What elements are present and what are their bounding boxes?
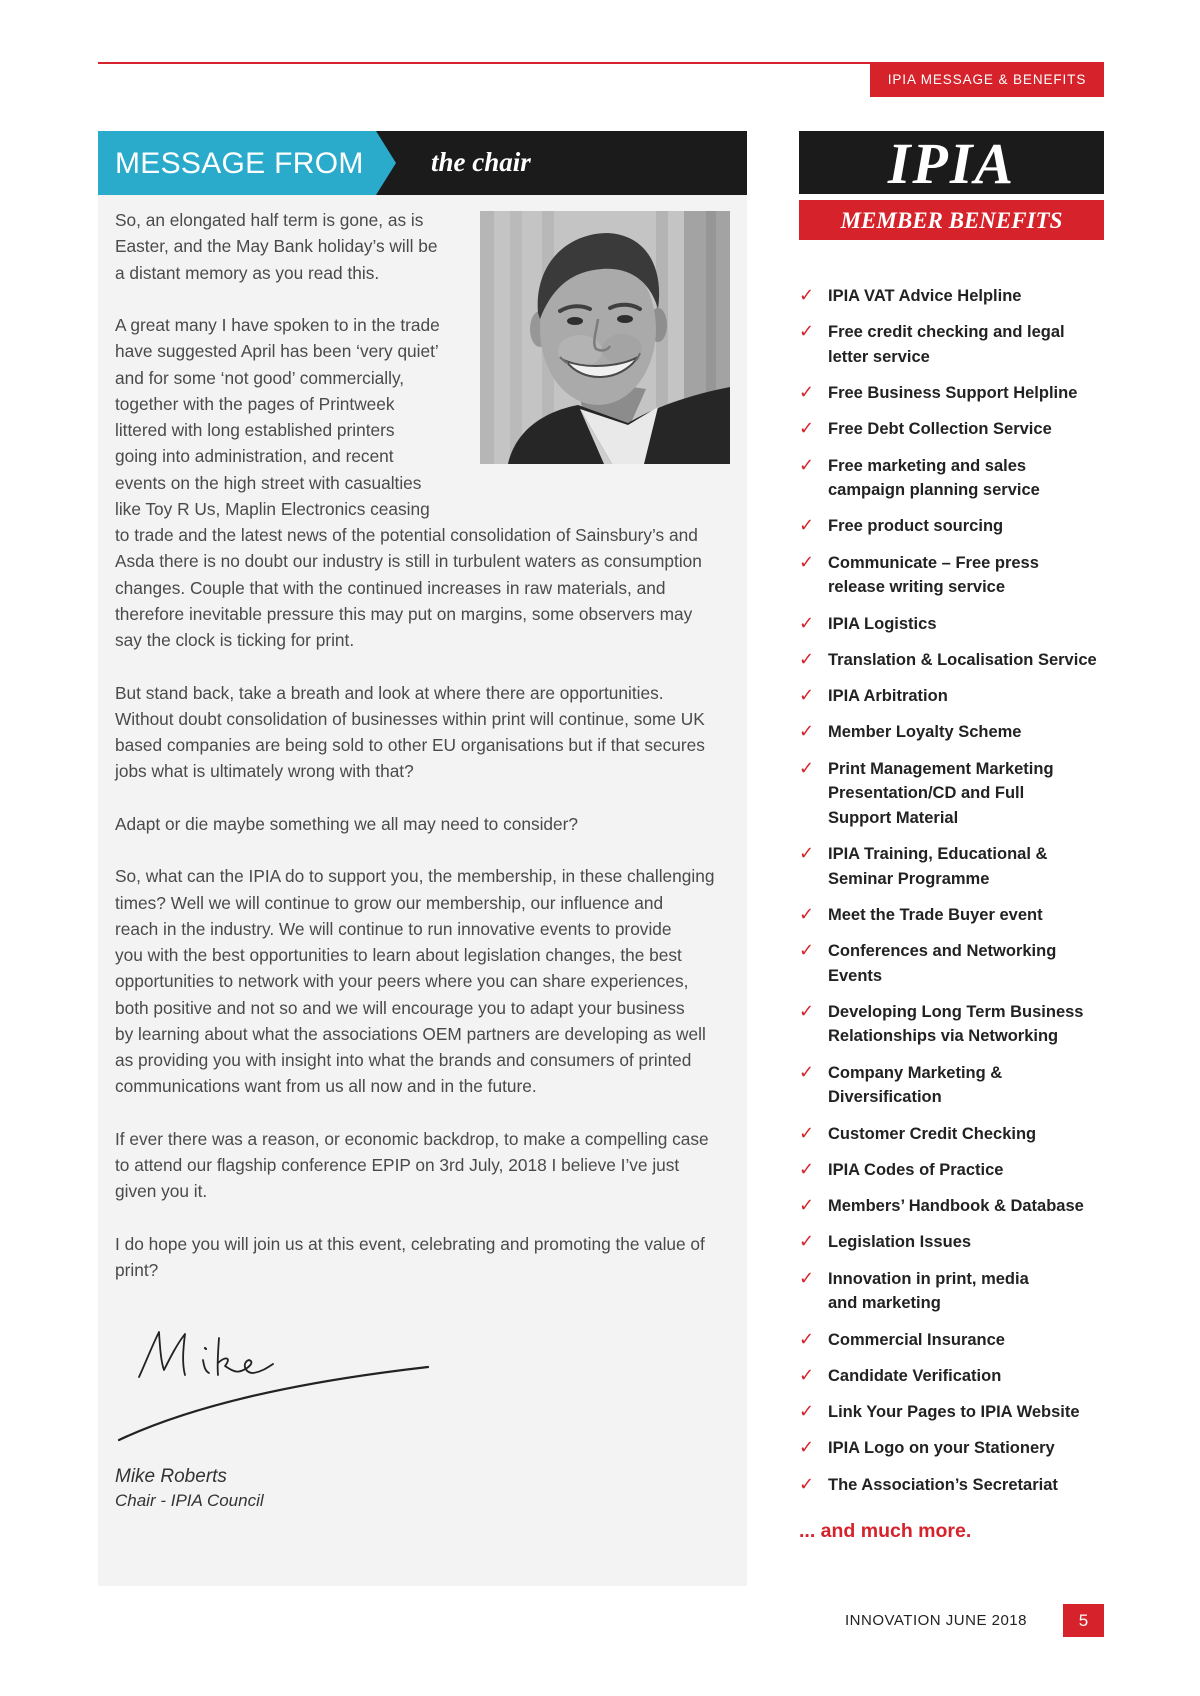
benefit-item xyxy=(799,757,1104,831)
paragraph xyxy=(115,680,740,785)
benefit-item xyxy=(799,284,1104,309)
benefit-item-label: IPIA Codes of Practice xyxy=(828,1160,1004,1179)
benefit-item xyxy=(799,684,1104,709)
check-icon: ✓ xyxy=(799,382,815,404)
benefit-item xyxy=(799,1267,1104,1316)
paragraph xyxy=(115,863,740,1099)
benefits-more: ... and much more. xyxy=(799,1520,972,1542)
text-line: therefore inevitable pressure this may put on margins, some observers may xyxy=(115,603,693,624)
check-icon: ✓ xyxy=(799,1061,815,1083)
check-icon: ✓ xyxy=(799,757,815,779)
text-line: based companies are being sold to other EU organisations but if that secures xyxy=(115,735,705,755)
benefit-item-label: Presentation/CD and Full xyxy=(828,784,1025,803)
check-icon: ✓ xyxy=(799,1158,815,1180)
benefit-item xyxy=(799,551,1104,600)
signature-image xyxy=(110,1320,440,1450)
check-icon: ✓ xyxy=(799,1122,815,1144)
benefit-item-label: Commercial Insurance xyxy=(828,1330,1005,1349)
benefit-item xyxy=(799,381,1104,406)
benefit-item xyxy=(799,648,1104,673)
text-line: like Toy R Us, Maplin Electronics ceasing xyxy=(115,498,430,519)
check-icon: ✓ xyxy=(799,515,815,537)
check-icon: ✓ xyxy=(799,940,815,962)
benefit-item-label: Print Management Marketing xyxy=(828,759,1054,778)
text-line: have suggested April has been ‘very quiet’ xyxy=(115,341,439,362)
benefit-item xyxy=(799,514,1104,539)
benefit-item xyxy=(799,1230,1104,1255)
text-line: to attend our flagship conference EPIP on 3rd July, 2018 I believe I’ve just xyxy=(115,1155,680,1175)
benefit-item-label: IPIA Arbitration xyxy=(828,687,948,706)
benefit-item-label: Translation & Localisation Service xyxy=(828,650,1097,669)
benefit-item-label: letter service xyxy=(828,347,930,366)
benefit-item xyxy=(799,1436,1104,1461)
benefit-item-label: campaign planning service xyxy=(828,481,1040,500)
benefit-item xyxy=(799,1000,1104,1049)
text-line: together with the pages of Printweek xyxy=(115,393,395,414)
text-line: print? xyxy=(115,1260,159,1280)
signatory-role: Chair - IPIA Council xyxy=(115,1491,264,1510)
benefit-item xyxy=(799,720,1104,745)
check-icon: ✓ xyxy=(799,685,815,707)
check-icon: ✓ xyxy=(799,1000,815,1022)
text-line: If ever there was a reason, or economic backdrop, to make a compelling case xyxy=(115,1128,709,1149)
check-icon: ✓ xyxy=(799,285,815,306)
text-line: say the clock is ticking for print. xyxy=(115,630,355,650)
benefit-item xyxy=(799,1364,1104,1389)
benefit-item-label: Innovation in print, media xyxy=(828,1269,1029,1288)
text-line: But stand back, take a breath and look at where there are opportunities. xyxy=(115,682,664,703)
chair-portrait-photo xyxy=(480,211,730,464)
text-line: changes. Couple that with the continued increases in raw materials, and xyxy=(115,577,666,598)
text-line: Without doubt consolidation of businesses within print will continue, some UK xyxy=(115,708,705,729)
benefits-list xyxy=(799,284,1104,1509)
text-line: by learning about what the associations OEM partners are developing as well xyxy=(115,1023,706,1044)
benefit-item xyxy=(799,1400,1104,1425)
check-icon: ✓ xyxy=(799,1473,815,1495)
benefit-item-label: IPIA Logo on your Stationery xyxy=(828,1439,1055,1458)
check-icon: ✓ xyxy=(799,612,815,634)
benefit-item-label: Candidate Verification xyxy=(828,1366,1002,1385)
benefit-item-label: Conferences and Networking xyxy=(828,942,1057,961)
paragraph xyxy=(115,811,740,837)
check-icon: ✓ xyxy=(799,1267,815,1289)
benefit-item xyxy=(799,417,1104,442)
text-line: and for some ‘not good’ commercially, xyxy=(115,367,405,388)
text-line: I do hope you will join us at this event, celebrating and promoting the value of xyxy=(115,1233,705,1254)
text-line: reach in the industry. We will continue to run innovative events to provide xyxy=(115,918,672,939)
benefit-item xyxy=(799,1122,1104,1147)
page-number: 5 xyxy=(1063,1604,1104,1637)
text-line: littered with long established printers xyxy=(115,420,395,440)
text-line: Easter, and the May Bank holiday’s will be xyxy=(115,236,438,257)
check-icon: ✓ xyxy=(799,1437,815,1459)
check-icon: ✓ xyxy=(799,551,815,573)
text-line: So, an elongated half term is gone, as is xyxy=(115,210,424,230)
benefit-item-label: Diversification xyxy=(828,1088,942,1107)
benefit-item xyxy=(799,1194,1104,1219)
benefit-item-label: Legislation Issues xyxy=(828,1233,972,1252)
check-icon: ✓ xyxy=(799,721,815,743)
check-icon: ✓ xyxy=(799,418,815,440)
text-line: given you it. xyxy=(115,1181,208,1202)
text-line: both positive and not so and we will encourage you to adapt your business xyxy=(115,997,685,1018)
benefit-item-label: and marketing xyxy=(828,1294,941,1313)
benefit-item xyxy=(799,1473,1104,1498)
benefits-title: IPIA xyxy=(799,131,1104,194)
benefit-item-label: Events xyxy=(828,966,883,985)
text-line: So, what can the IPIA do to support you, the membership, in these challenging xyxy=(115,866,715,887)
paragraph xyxy=(115,1231,740,1284)
benefit-item-label: Seminar Programme xyxy=(828,869,990,888)
check-icon: ✓ xyxy=(799,843,815,865)
benefit-item-label: The Association’s Secretariat xyxy=(828,1475,1058,1494)
text-line: A great many I have spoken to in the trade xyxy=(115,315,440,335)
text-line: Asda there is no doubt our industry is still in turbulent waters as consumption xyxy=(115,551,702,572)
check-icon: ✓ xyxy=(799,903,815,925)
text-line: you with the best opportunities to learn about legislation changes, the best xyxy=(115,945,682,965)
benefit-item-label: Relationships via Networking xyxy=(828,1027,1059,1046)
benefit-item xyxy=(799,842,1104,891)
benefit-item-label: Free marketing and sales xyxy=(828,456,1027,475)
benefit-item-label: IPIA Logistics xyxy=(828,614,937,633)
text-line: to trade and the latest news of the potential consolidation of Sainsbury’s and xyxy=(115,525,698,545)
benefit-item-label: Developing Long Term Business xyxy=(828,1002,1084,1021)
section-tag: IPIA MESSAGE & BENEFITS xyxy=(870,63,1104,97)
benefit-item-label: Free product sourcing xyxy=(828,517,1004,536)
benefit-item xyxy=(799,454,1104,503)
benefit-item xyxy=(799,1061,1104,1110)
message-title: MESSAGE FROM xyxy=(115,147,364,180)
benefit-item-label: Member Loyalty Scheme xyxy=(828,723,1022,742)
benefit-item xyxy=(799,939,1104,988)
benefit-item-label: IPIA Training, Educational & xyxy=(828,845,1048,864)
benefit-item xyxy=(799,1158,1104,1183)
benefit-item-label: Link Your Pages to IPIA Website xyxy=(828,1403,1080,1422)
check-icon: ✓ xyxy=(799,1231,815,1253)
benefit-item-label: release writing service xyxy=(828,578,1006,597)
check-icon: ✓ xyxy=(799,1364,815,1386)
paragraph xyxy=(115,1126,740,1205)
text-line: communications want from us all now and in the future. xyxy=(115,1076,537,1097)
benefit-item-label: IPIA VAT Advice Helpline xyxy=(828,287,1022,305)
check-icon: ✓ xyxy=(799,454,815,476)
benefit-item-label: Members’ Handbook & Database xyxy=(828,1197,1084,1216)
text-line: times? Well we will continue to grow our membership, our influence and xyxy=(115,892,664,913)
benefit-item xyxy=(799,903,1104,928)
benefit-item-label: Company Marketing & xyxy=(828,1063,1003,1082)
text-line: going into administration, and recent xyxy=(115,446,394,467)
check-icon: ✓ xyxy=(799,1328,815,1350)
check-icon: ✓ xyxy=(799,1401,815,1423)
signatory-name: Mike Roberts xyxy=(115,1466,227,1487)
benefits-subtitle: MEMBER BENEFITS xyxy=(799,200,1104,240)
benefit-item xyxy=(799,1328,1104,1353)
check-icon: ✓ xyxy=(799,1195,815,1217)
check-icon: ✓ xyxy=(799,321,815,343)
benefit-item-label: Free Debt Collection Service xyxy=(828,420,1052,439)
text-line: jobs what is ultimately wrong with that? xyxy=(115,761,414,782)
footer-publication: INNOVATION JUNE 2018 xyxy=(845,1612,1027,1629)
text-line: events on the high street with casualties xyxy=(115,472,422,493)
benefit-item-label: Meet the Trade Buyer event xyxy=(828,905,1043,924)
benefit-item-label: Support Material xyxy=(828,808,959,827)
benefit-item-label: Customer Credit Checking xyxy=(828,1124,1037,1143)
benefit-item-label: Communicate – Free press xyxy=(828,553,1039,572)
benefit-item-label: Free Business Support Helpline xyxy=(828,384,1078,403)
benefit-item xyxy=(799,320,1104,369)
benefit-item xyxy=(799,612,1104,637)
text-line: Adapt or die maybe something we all may need to consider? xyxy=(115,813,579,834)
text-line: as providing you with insight into what the brands and consumers of printed xyxy=(115,1050,692,1070)
message-title-script: the chair xyxy=(431,147,531,177)
text-line: a distant memory as you read this. xyxy=(115,262,380,283)
benefit-item-label: Free credit checking and legal xyxy=(828,323,1065,342)
check-icon: ✓ xyxy=(799,648,815,670)
text-line: opportunities to network with your peers where you can share experiences, xyxy=(115,971,689,992)
